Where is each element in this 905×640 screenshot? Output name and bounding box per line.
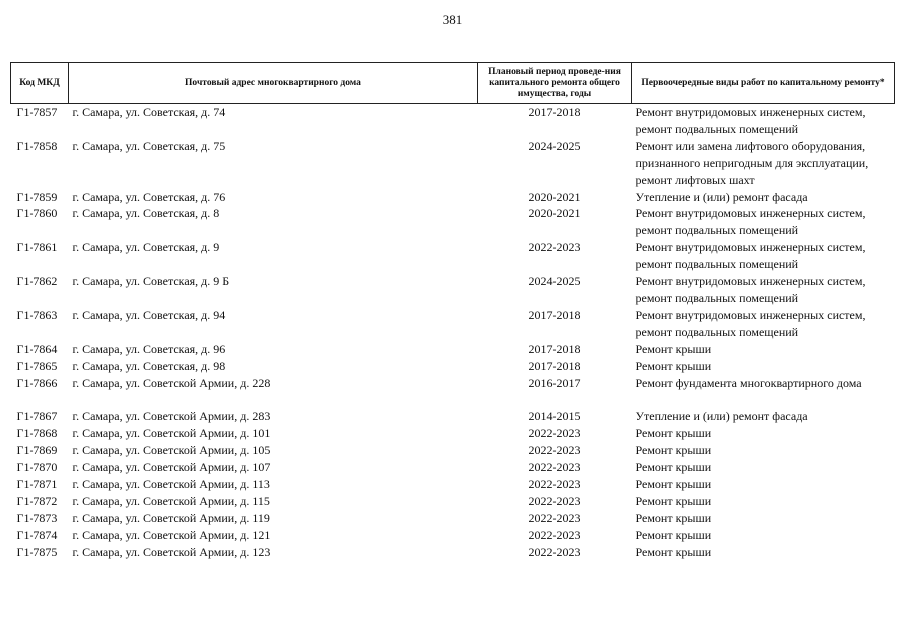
row-works (632, 104, 895, 138)
works-line: Ремонт внутридомовых инженерных систем, (635, 274, 866, 289)
works-line: Ремонт крыши (635, 527, 712, 542)
works-line: ремонт подвальных помещений (635, 121, 799, 136)
works-line: ремонт подвальных помещений (635, 257, 799, 272)
row-works (632, 408, 895, 425)
works-line: Ремонт крыши (635, 341, 712, 356)
capital-repair-table (10, 62, 895, 560)
spacer-cell (11, 391, 895, 408)
page-number: 381 (442, 12, 463, 27)
row-address: г. Самара, ул. Советской Армии, д. 105 (72, 443, 271, 458)
row-code: Г1-7872 (16, 493, 58, 508)
table-row (11, 104, 895, 138)
header-period: Плановый период проведе-ния капитального ремонта общего имущества, годы (478, 63, 632, 104)
row-address: г. Самара, ул. Советская, д. 9 (72, 240, 220, 255)
row-address: г. Самара, ул. Советской Армии, д. 101 (72, 426, 271, 441)
row-code: Г1-7869 (16, 443, 58, 458)
row-works (632, 138, 895, 189)
row-period: 2022-2023 (528, 443, 581, 458)
table-row (11, 544, 895, 561)
row-works (632, 476, 895, 493)
row-works (632, 307, 895, 341)
row-code: Г1-7870 (16, 460, 58, 475)
row-works (632, 375, 895, 392)
row-period: 2022-2023 (528, 426, 581, 441)
works-line: ремонт подвальных помещений (635, 324, 799, 339)
row-period: 2017-2018 (528, 307, 581, 322)
row-works (632, 205, 895, 239)
works-line: Утепление и (или) ремонт фасада (635, 409, 808, 424)
row-code: Г1-7864 (16, 341, 58, 356)
table-row (11, 358, 895, 375)
row-works (632, 341, 895, 358)
row-period: 2022-2023 (528, 510, 581, 525)
table-row (11, 205, 895, 239)
row-address: г. Самара, ул. Советской Армии, д. 115 (72, 493, 270, 508)
row-works (632, 493, 895, 510)
works-line: Ремонт крыши (635, 358, 712, 373)
row-address: г. Самара, ул. Советская, д. 96 (72, 341, 226, 356)
table-row (11, 527, 895, 544)
row-address: г. Самара, ул. Советская, д. 76 (72, 189, 226, 204)
row-works (632, 239, 895, 273)
works-line: Ремонт крыши (635, 426, 712, 441)
row-period: 2020-2021 (528, 189, 581, 204)
row-address: г. Самара, ул. Советской Армии, д. 228 (72, 375, 271, 390)
row-works (632, 510, 895, 527)
works-line: Ремонт крыши (635, 460, 712, 475)
row-address: г. Самара, ул. Советской Армии, д. 113 (72, 476, 270, 491)
table-row (11, 476, 895, 493)
row-works (632, 442, 895, 459)
table-row (11, 510, 895, 527)
row-works (632, 544, 895, 561)
row-address: г. Самара, ул. Советская, д. 8 (72, 206, 220, 221)
table-row (11, 442, 895, 459)
row-address: г. Самара, ул. Советской Армии, д. 121 (72, 527, 271, 542)
table-row (11, 375, 895, 392)
table-row (11, 189, 895, 206)
row-code: Г1-7873 (16, 510, 58, 525)
row-code: Г1-7860 (16, 206, 58, 221)
row-address: г. Самара, ул. Советской Армии, д. 283 (72, 409, 271, 424)
header-address: Почтовый адрес многоквартирного дома (69, 63, 478, 104)
row-works (632, 459, 895, 476)
row-works (632, 527, 895, 544)
works-line: ремонт лифтовых шахт (635, 172, 755, 187)
row-code: Г1-7871 (16, 476, 58, 491)
row-period: 2022-2023 (528, 240, 581, 255)
row-address: г. Самара, ул. Советская, д. 94 (72, 307, 226, 322)
works-line: Ремонт крыши (635, 493, 712, 508)
row-period: 2020-2021 (528, 206, 581, 221)
works-line: Ремонт внутридомовых инженерных систем, (635, 240, 866, 255)
works-line: Ремонт фундамента многоквартирного дома (635, 375, 862, 390)
row-address: г. Самара, ул. Советской Армии, д. 123 (72, 544, 271, 559)
table-body (11, 104, 895, 561)
row-period: 2017-2018 (528, 105, 581, 119)
row-period: 2022-2023 (528, 544, 581, 559)
row-period: 2014-2015 (528, 409, 581, 424)
row-code: Г1-7861 (16, 240, 58, 255)
works-line: Ремонт внутридомовых инженерных систем, (635, 105, 866, 119)
table-row (11, 408, 895, 425)
row-code: Г1-7866 (16, 375, 58, 390)
row-period: 2016-2017 (528, 375, 581, 390)
table-row (11, 239, 895, 273)
works-line: ремонт подвальных помещений (635, 223, 799, 238)
works-line: Ремонт внутридомовых инженерных систем, (635, 206, 866, 221)
table-row (11, 459, 895, 476)
header-code: Код МКД (11, 63, 69, 104)
row-code: Г1-7862 (16, 274, 58, 289)
row-address: г. Самара, ул. Советской Армии, д. 107 (72, 460, 271, 475)
table-row (11, 493, 895, 510)
row-works (632, 189, 895, 206)
row-code: Г1-7865 (16, 358, 58, 373)
row-code: Г1-7874 (16, 527, 58, 542)
row-works (632, 425, 895, 442)
table-row (11, 425, 895, 442)
row-period: 2024-2025 (528, 138, 581, 153)
table-row (11, 341, 895, 358)
row-period: 2017-2018 (528, 358, 581, 373)
row-period: 2022-2023 (528, 476, 581, 491)
row-address: г. Самара, ул. Советская, д. 9 Б (72, 274, 230, 289)
row-address: г. Самара, ул. Советской Армии, д. 119 (72, 510, 270, 525)
row-address: г. Самара, ул. Советская, д. 75 (72, 138, 226, 153)
row-works (632, 358, 895, 375)
works-line: признанного непригодным для эксплуатации, (635, 155, 869, 170)
row-period: 2017-2018 (528, 341, 581, 356)
table-header-row (11, 63, 895, 104)
row-code: Г1-7875 (16, 544, 58, 559)
row-code: Г1-7857 (16, 105, 58, 119)
row-period: 2024-2025 (528, 274, 581, 289)
table-row (11, 138, 895, 189)
row-code: Г1-7868 (16, 426, 58, 441)
row-period: 2022-2023 (528, 460, 581, 475)
works-line: Ремонт или замена лифтового оборудования, (635, 138, 866, 153)
works-line: Ремонт крыши (635, 510, 712, 525)
row-works (632, 273, 895, 307)
works-line: Ремонт крыши (635, 544, 712, 559)
row-address: г. Самара, ул. Советская, д. 98 (72, 358, 226, 373)
table-row (11, 273, 895, 307)
works-line: Утепление и (или) ремонт фасада (635, 189, 808, 204)
works-line: Ремонт крыши (635, 443, 712, 458)
header-works: Первоочередные виды работ по капитальному ремонту* (632, 63, 895, 104)
table-row (11, 307, 895, 341)
works-line: Ремонт крыши (635, 476, 712, 491)
row-code: Г1-7863 (16, 307, 58, 322)
row-code: Г1-7867 (16, 409, 58, 424)
row-address: г. Самара, ул. Советская, д. 74 (72, 105, 226, 119)
row-spacer (11, 391, 895, 408)
row-period: 2022-2023 (528, 527, 581, 542)
row-code: Г1-7859 (16, 189, 58, 204)
works-line: Ремонт внутридомовых инженерных систем, (635, 307, 866, 322)
works-line: ремонт подвальных помещений (635, 290, 799, 305)
row-code: Г1-7858 (16, 138, 58, 153)
row-period: 2022-2023 (528, 493, 581, 508)
